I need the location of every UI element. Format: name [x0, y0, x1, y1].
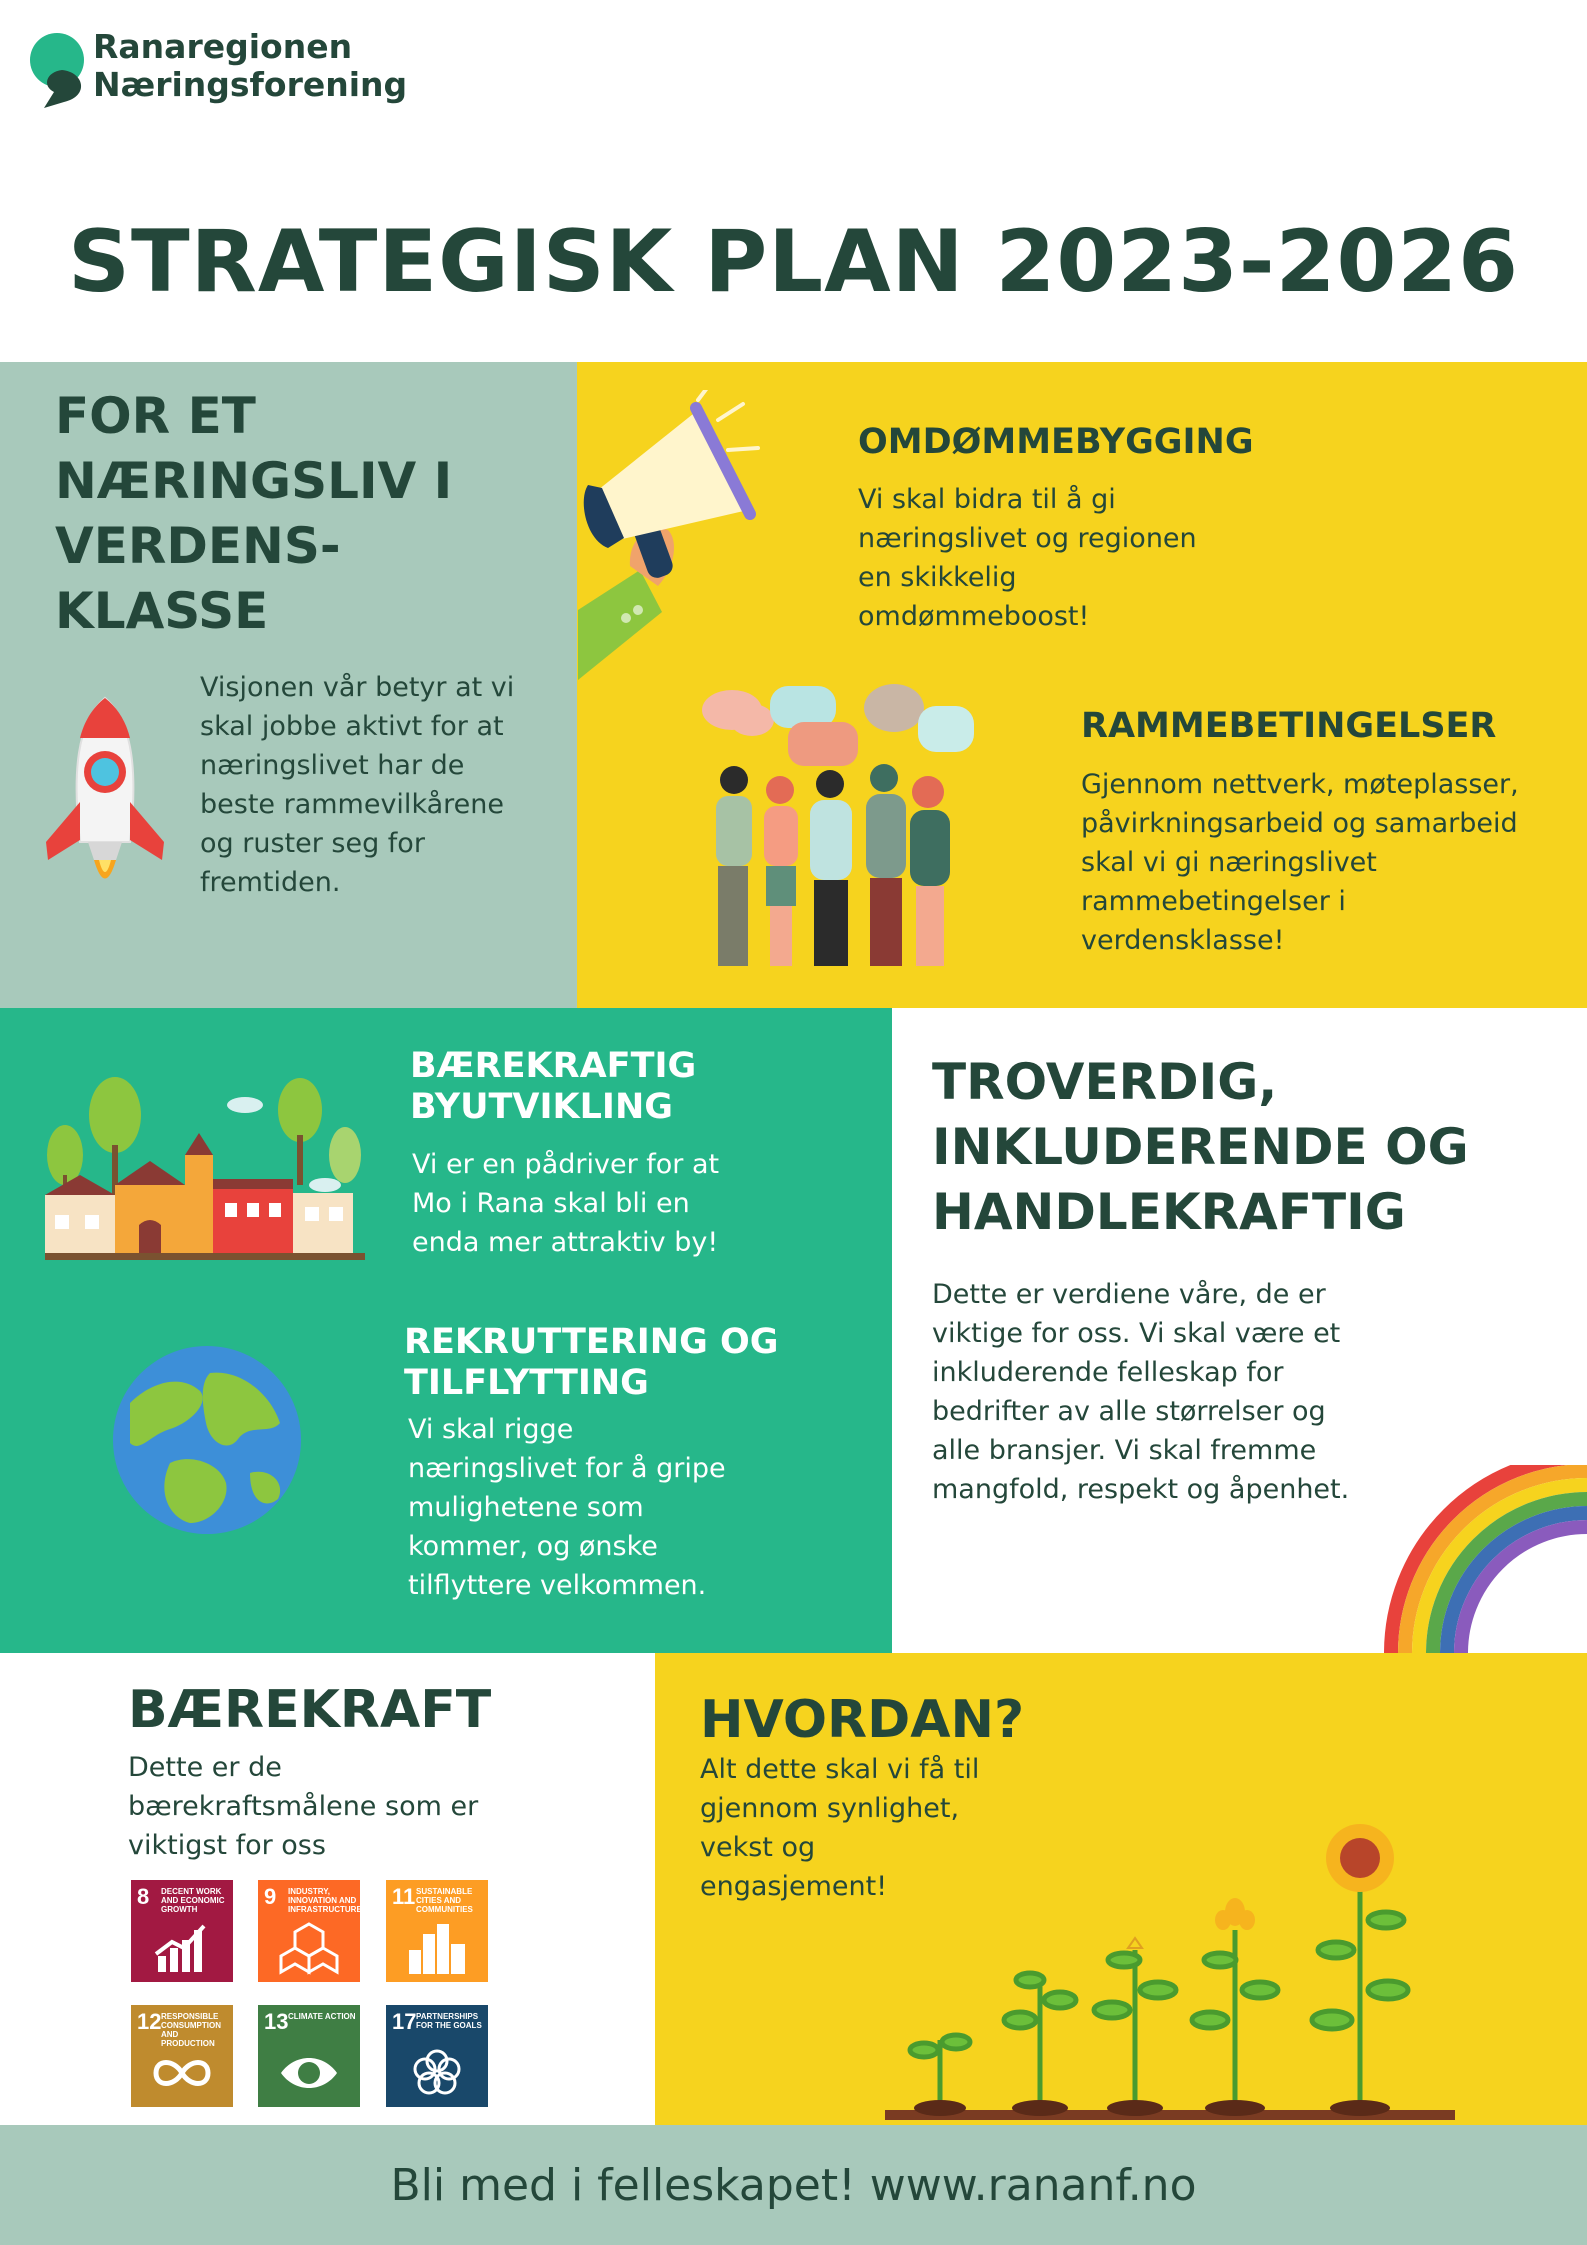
sdg-label: INDUSTRY, INNOVATION AND INFRASTRUCTURE	[288, 1887, 362, 1914]
logo-text	[93, 28, 407, 104]
reputation-text-line: en skikkelig	[858, 562, 1017, 593]
values-text-line: inkluderende felleskap for	[932, 1357, 1284, 1388]
sdg-number: 12	[137, 2009, 162, 2034]
page-title: STRATEGISK PLAN 2023-2026	[68, 212, 1519, 312]
vision-heading-line: KLASSE	[55, 582, 269, 640]
urban-development-text-line: Vi er en pådriver for at	[412, 1149, 720, 1180]
growth-chart-icon	[152, 1920, 212, 1976]
sdg-number: 17	[392, 2009, 417, 2034]
recruitment-text-line: tilflyttere velkommen.	[408, 1570, 707, 1601]
sdg-goal-12-tile	[131, 2005, 233, 2107]
sdg-label: DECENT WORK AND ECONOMIC GROWTH	[161, 1887, 225, 1914]
urban-development-heading-line: BÆREKRAFTIG	[410, 1046, 697, 1086]
recruitment-text-line: kommer, og ønske	[408, 1531, 658, 1562]
sdg-goal-11-tile	[386, 1880, 488, 1982]
sustainability-text-line: viktigst for oss	[128, 1830, 326, 1861]
reputation-heading: OMDØMMEBYGGING	[858, 422, 1254, 462]
framework-text-line: Gjennom nettverk, møteplasser,	[1081, 769, 1519, 800]
framework-text-line: skal vi gi næringslivet	[1081, 847, 1377, 878]
sdg-number: 11	[392, 1884, 416, 1909]
logo-line-1: Ranaregionen	[93, 27, 353, 66]
town-illustration	[45, 1075, 365, 1260]
sustainability-text	[128, 1748, 548, 1865]
how-text-line: Alt dette skal vi få til	[700, 1754, 980, 1785]
sdg-goal-17-tile	[386, 2005, 488, 2107]
flower-rings-icon	[407, 2045, 467, 2101]
how-text-line: vekst og	[700, 1832, 816, 1863]
recruitment-text	[408, 1410, 848, 1605]
vision-heading	[55, 384, 555, 644]
rainbow-icon	[1380, 1465, 1587, 1653]
vision-text-line: skal jobbe aktivt for at	[200, 711, 504, 742]
recruitment-text-line: Vi skal rigge	[408, 1414, 574, 1445]
values-text-line: mangfold, respekt og åpenhet.	[932, 1474, 1350, 1505]
vision-text-line: næringslivet har de	[200, 750, 465, 781]
vision-heading-line: FOR ET	[55, 387, 256, 445]
urban-development-heading	[410, 1046, 696, 1128]
cubes-icon	[279, 1920, 339, 1976]
city-icon	[407, 1920, 467, 1976]
values-heading-line: HANDLEKRAFTIG	[932, 1183, 1406, 1241]
vision-text	[200, 668, 570, 902]
values-heading-line: INKLUDERENDE OG	[932, 1118, 1469, 1176]
recruitment-heading	[404, 1322, 778, 1404]
vision-heading-line: VERDENS-	[55, 517, 341, 575]
sdg-goal-13-tile	[258, 2005, 360, 2107]
logo-icon	[24, 26, 94, 110]
sdg-number: 8	[137, 1884, 150, 1909]
reputation-text-line: Vi skal bidra til å gi	[858, 484, 1116, 515]
vision-heading-line: NÆRINGSLIV I	[55, 452, 453, 510]
sdg-goal-8-tile	[131, 1880, 233, 1982]
urban-development-text	[412, 1145, 852, 1262]
vision-text-line: Visjonen vår betyr at vi	[200, 672, 515, 703]
globe-icon	[110, 1343, 305, 1538]
values-text-line: alle bransjer. Vi skal fremme	[932, 1435, 1317, 1466]
how-text-line: gjennom synlighet,	[700, 1793, 960, 1824]
infinity-icon	[152, 2045, 212, 2101]
rocket-icon	[38, 692, 172, 892]
values-heading	[932, 1050, 1572, 1245]
sdg-label: PARTNERSHIPS FOR THE GOALS	[416, 2012, 482, 2030]
sustainability-text-line: bærekraftsmålene som er	[128, 1791, 479, 1822]
sustainability-text-line: Dette er de	[128, 1752, 282, 1783]
values-text-line: Dette er verdiene våre, de er	[932, 1279, 1326, 1310]
values-text-line: viktige for oss. Vi skal være et	[932, 1318, 1341, 1349]
people-talking-illustration	[680, 680, 990, 980]
recruitment-text-line: mulighetene som	[408, 1492, 644, 1523]
urban-development-text-line: Mo i Rana skal bli en	[412, 1188, 690, 1219]
sdg-number: 9	[264, 1884, 277, 1909]
framework-text	[1081, 765, 1581, 960]
sdg-label: CLIMATE ACTION	[288, 2012, 356, 2021]
urban-development-heading-line: BYUTVIKLING	[410, 1087, 673, 1127]
reputation-text	[858, 480, 1278, 636]
recruitment-heading-line: REKRUTTERING OG	[404, 1322, 779, 1362]
recruitment-heading-line: TILFLYTTING	[404, 1363, 649, 1403]
sustainability-heading: BÆREKRAFT	[128, 1680, 492, 1740]
framework-text-line: påvirkningsarbeid og samarbeid	[1081, 808, 1518, 839]
values-text-line: bedrifter av alle størrelser og	[932, 1396, 1326, 1427]
framework-text-line: rammebetingelser i	[1081, 886, 1346, 917]
vision-text-line: beste rammevilkårene	[200, 789, 504, 820]
recruitment-text-line: næringslivet for å gripe	[408, 1453, 726, 1484]
urban-development-text-line: enda mer attraktiv by!	[412, 1227, 719, 1258]
sdg-number: 13	[264, 2009, 289, 2034]
megaphone-icon	[578, 390, 768, 680]
sdg-label: RESPONSIBLE CONSUMPTION AND PRODUCTION	[161, 2012, 221, 2048]
growing-plants-illustration	[880, 1820, 1460, 2125]
sdg-label: SUSTAINABLE CITIES AND COMMUNITIES	[416, 1887, 473, 1914]
vision-text-line: fremtiden.	[200, 867, 341, 898]
reputation-text-line: næringslivet og regionen	[858, 523, 1197, 554]
how-text-line: engasjement!	[700, 1871, 888, 1902]
framework-text-line: verdensklasse!	[1081, 925, 1285, 956]
how-heading: HVORDAN?	[700, 1690, 1025, 1750]
footer-call-to-action: Bli med i felleskapet! www.rananf.no	[390, 2160, 1197, 2211]
logo-line-2: Næringsforening	[93, 65, 408, 104]
framework-heading: RAMMEBETINGELSER	[1081, 706, 1497, 746]
eye-globe-icon	[279, 2045, 339, 2101]
reputation-text-line: omdømmeboost!	[858, 601, 1090, 632]
sdg-goal-9-tile	[258, 1880, 360, 1982]
values-heading-line: TROVERDIG,	[932, 1053, 1278, 1111]
vision-text-line: og ruster seg for	[200, 828, 425, 859]
